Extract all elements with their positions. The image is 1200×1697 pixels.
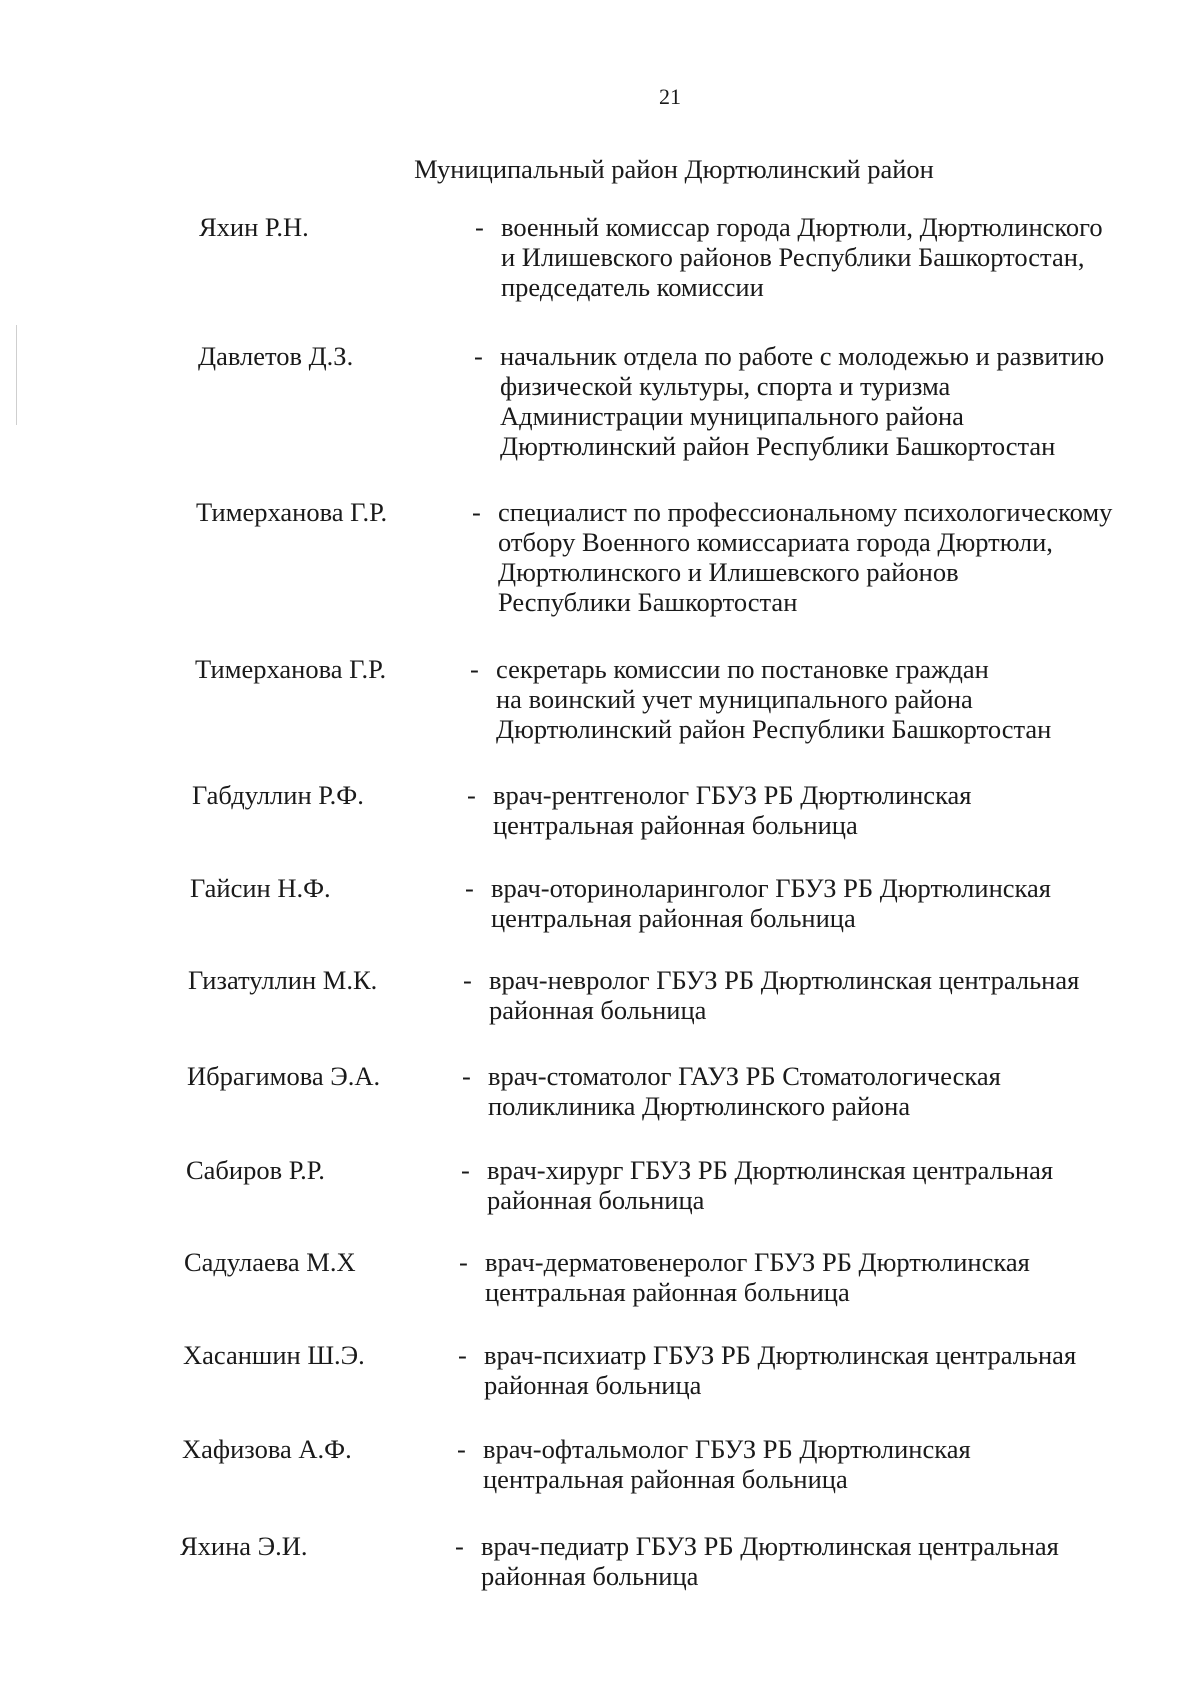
position-line: врач-хирург ГБУЗ РБ Дюртюлинская центральная bbox=[487, 1155, 1054, 1185]
position-line: Дюртюлинского и Илишевского районов bbox=[498, 557, 959, 587]
dash-separator: - bbox=[457, 1434, 466, 1464]
member-name: Гизатуллин М.К. bbox=[188, 965, 378, 995]
member-position bbox=[484, 1340, 1124, 1400]
member-position bbox=[481, 1531, 1121, 1591]
dash-separator: - bbox=[467, 780, 476, 810]
position-line: районная больница bbox=[481, 1561, 699, 1591]
member-position bbox=[483, 1434, 1123, 1494]
member-name: Яхин Р.Н. bbox=[199, 212, 309, 242]
member-name: Хафизова А.Ф. bbox=[182, 1434, 352, 1464]
position-line: военный комиссар города Дюртюли, Дюртюлинского bbox=[501, 212, 1103, 242]
member-position bbox=[501, 212, 1141, 302]
member-position bbox=[489, 965, 1129, 1025]
position-line: Республики Башкортостан bbox=[498, 587, 798, 617]
member-name: Сабиров Р.Р. bbox=[186, 1155, 325, 1185]
member-name: Яхина Э.И. bbox=[180, 1531, 308, 1561]
position-line: врач-рентгенолог ГБУЗ РБ Дюртюлинская bbox=[493, 780, 972, 810]
position-line: врач-оториноларинголог ГБУЗ РБ Дюртюлинская bbox=[491, 873, 1051, 903]
scan-artifact-line bbox=[16, 325, 17, 425]
member-name: Габдуллин Р.Ф. bbox=[192, 780, 364, 810]
dash-separator: - bbox=[475, 212, 484, 242]
dash-separator: - bbox=[462, 1061, 471, 1091]
position-line: отбору Военного комиссариата города Дюртюли, bbox=[498, 527, 1053, 557]
position-line: врач-невролог ГБУЗ РБ Дюртюлинская центральная bbox=[489, 965, 1080, 995]
position-line: поликлиника Дюртюлинского района bbox=[488, 1091, 911, 1121]
section-title: Муниципальный район Дюртюлинский район bbox=[414, 154, 934, 184]
position-line: Дюртюлинский район Республики Башкортостан bbox=[500, 431, 1056, 461]
dash-separator: - bbox=[463, 965, 472, 995]
dash-separator: - bbox=[461, 1155, 470, 1185]
dash-separator: - bbox=[472, 497, 481, 527]
position-line: центральная районная больница bbox=[483, 1464, 848, 1494]
member-position bbox=[485, 1247, 1125, 1307]
dash-separator: - bbox=[458, 1340, 467, 1370]
dash-separator: - bbox=[474, 341, 483, 371]
member-position bbox=[500, 341, 1140, 461]
position-line: председатель комиссии bbox=[501, 272, 764, 302]
dash-separator: - bbox=[455, 1531, 464, 1561]
dash-separator: - bbox=[470, 654, 479, 684]
position-line: врач-стоматолог ГАУЗ РБ Стоматологическая bbox=[488, 1061, 1001, 1091]
member-position bbox=[496, 654, 1136, 744]
member-position bbox=[488, 1061, 1128, 1121]
position-line: секретарь комиссии по постановке граждан bbox=[496, 654, 989, 684]
member-position bbox=[491, 873, 1131, 933]
page-number: 21 bbox=[659, 84, 681, 109]
position-line: Дюртюлинский район Республики Башкортостан bbox=[496, 714, 1052, 744]
position-line: начальник отдела по работе с молодежью и развитию bbox=[500, 341, 1105, 371]
dash-separator: - bbox=[459, 1247, 468, 1277]
member-name: Ибрагимова Э.А. bbox=[187, 1061, 381, 1091]
position-line: районная больница bbox=[487, 1185, 705, 1215]
position-line: Администрации муниципального района bbox=[500, 401, 964, 431]
position-line: центральная районная больница bbox=[485, 1277, 850, 1307]
position-line: врач-дерматовенеролог ГБУЗ РБ Дюртюлинская bbox=[485, 1247, 1030, 1277]
member-name: Давлетов Д.З. bbox=[198, 341, 354, 371]
position-line: врач-офтальмолог ГБУЗ РБ Дюртюлинская bbox=[483, 1434, 971, 1464]
dash-separator: - bbox=[465, 873, 474, 903]
position-line: на воинский учет муниципального района bbox=[496, 684, 973, 714]
member-position bbox=[487, 1155, 1127, 1215]
position-line: районная больница bbox=[484, 1370, 702, 1400]
position-line: врач-психиатр ГБУЗ РБ Дюртюлинская центральная bbox=[484, 1340, 1077, 1370]
member-name: Тимерханова Г.Р. bbox=[196, 497, 388, 527]
position-line: специалист по профессиональному психологическому bbox=[498, 497, 1113, 527]
member-name: Хасаншин Ш.Э. bbox=[183, 1340, 365, 1370]
position-line: районная больница bbox=[489, 995, 707, 1025]
member-name: Гайсин Н.Ф. bbox=[190, 873, 331, 903]
position-line: и Илишевского районов Республики Башкортостан, bbox=[501, 242, 1085, 272]
member-name: Тимерханова Г.Р. bbox=[195, 654, 387, 684]
position-line: физической культуры, спорта и туризма bbox=[500, 371, 951, 401]
position-line: врач-педиатр ГБУЗ РБ Дюртюлинская центральная bbox=[481, 1531, 1059, 1561]
member-position bbox=[498, 497, 1138, 617]
member-position bbox=[493, 780, 1133, 840]
member-name: Садулаева М.Х bbox=[184, 1247, 356, 1277]
position-line: центральная районная больница bbox=[493, 810, 858, 840]
position-line: центральная районная больница bbox=[491, 903, 856, 933]
